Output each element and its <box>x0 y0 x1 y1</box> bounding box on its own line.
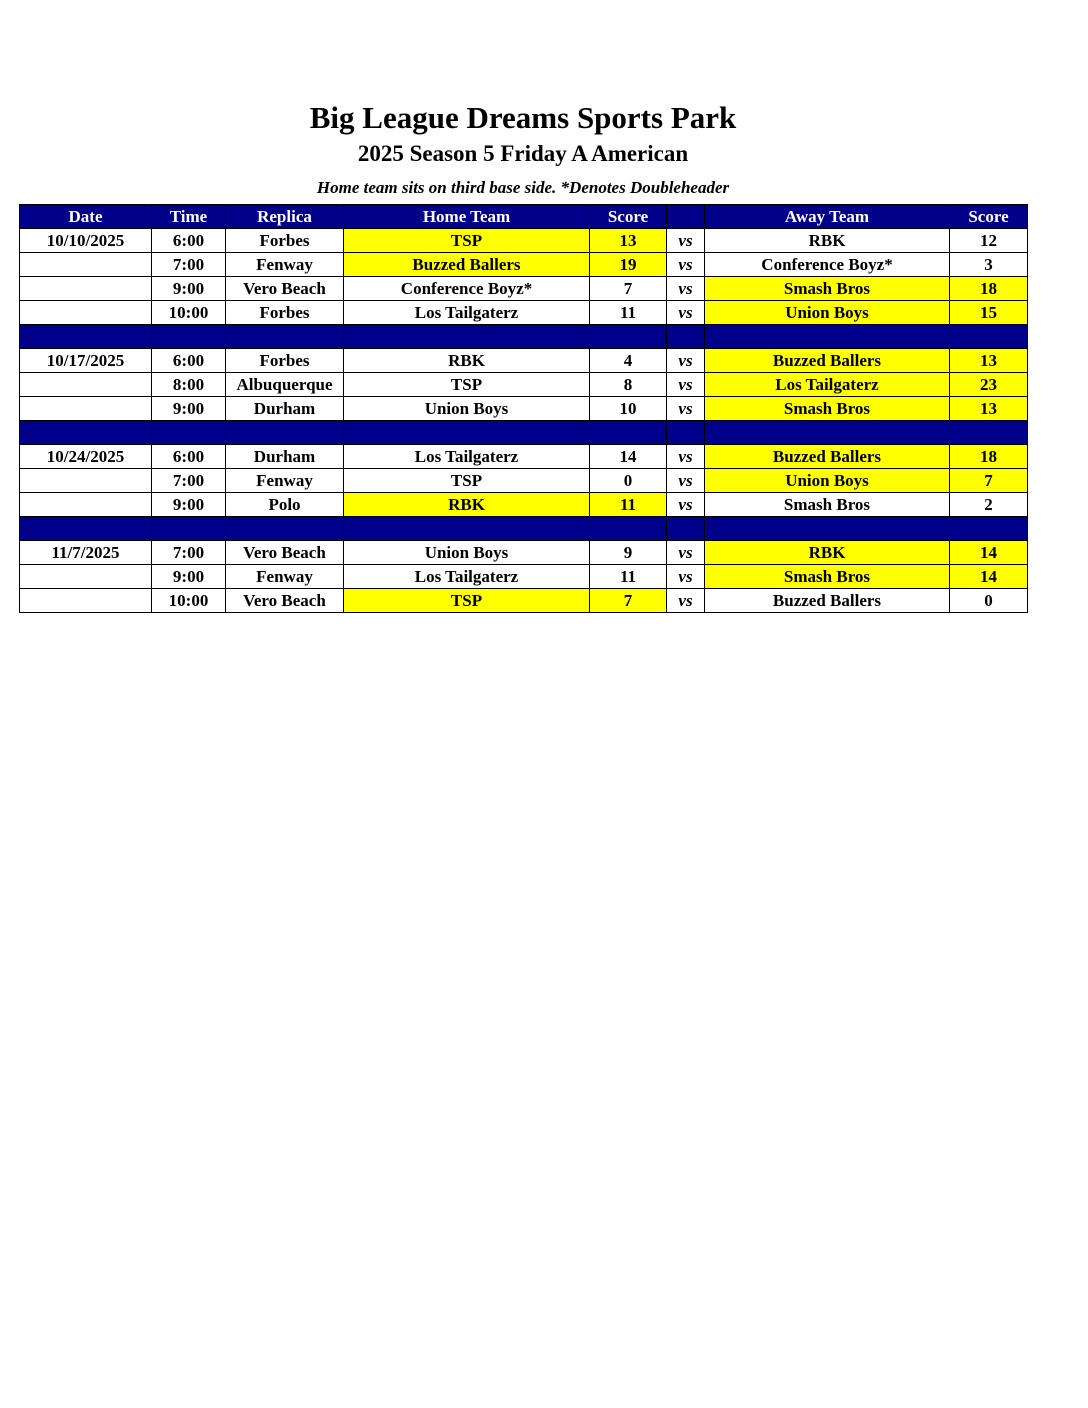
home-team-cell: Los Tailgaterz <box>344 301 590 325</box>
home-score-cell: 8 <box>590 373 667 397</box>
home-team-cell: Union Boys <box>344 541 590 565</box>
away-score-cell: 7 <box>950 469 1028 493</box>
away-team-cell: Los Tailgaterz <box>705 373 950 397</box>
replica-cell: Durham <box>226 397 344 421</box>
replica-cell: Polo <box>226 493 344 517</box>
separator-cell <box>950 325 1028 349</box>
schedule-body <box>20 229 1028 613</box>
vs-cell: vs <box>667 589 705 613</box>
away-score-cell: 13 <box>950 397 1028 421</box>
away-team-cell: RBK <box>705 229 950 253</box>
away-team-cell: Union Boys <box>705 301 950 325</box>
table-row <box>20 373 1028 397</box>
header-row <box>20 205 1028 229</box>
separator-cell <box>667 517 705 541</box>
vs-cell: vs <box>667 493 705 517</box>
away-team-cell: Buzzed Ballers <box>705 589 950 613</box>
separator-cell <box>590 421 667 445</box>
date-cell <box>20 565 152 589</box>
table-row <box>20 469 1028 493</box>
vs-cell: vs <box>667 469 705 493</box>
home-team-cell: Buzzed Ballers <box>344 253 590 277</box>
col-header-time: Time <box>152 205 226 229</box>
page-subtitle: 2025 Season 5 Friday A American <box>357 141 689 166</box>
date-cell <box>20 277 152 301</box>
date-cell <box>20 397 152 421</box>
time-cell: 7:00 <box>152 541 226 565</box>
time-cell: 9:00 <box>152 493 226 517</box>
separator-cell <box>226 325 344 349</box>
separator-cell <box>20 421 152 445</box>
home-team-cell: RBK <box>344 349 590 373</box>
vs-cell: vs <box>667 253 705 277</box>
replica-cell: Durham <box>226 445 344 469</box>
doubleheader-note: Home team sits on third base side. *Denotes Doubleheader <box>316 178 730 197</box>
date-cell <box>20 493 152 517</box>
vs-cell: vs <box>667 349 705 373</box>
vs-cell: vs <box>667 445 705 469</box>
separator-cell <box>705 517 950 541</box>
separator-cell <box>152 421 226 445</box>
vs-cell: vs <box>667 373 705 397</box>
time-cell: 6:00 <box>152 349 226 373</box>
home-score-cell: 19 <box>590 253 667 277</box>
replica-cell: Albuquerque <box>226 373 344 397</box>
table-row <box>20 229 1028 253</box>
away-score-cell: 14 <box>950 565 1028 589</box>
away-score-cell: 18 <box>950 277 1028 301</box>
away-score-cell: 18 <box>950 445 1028 469</box>
col-header-home-team: Home Team <box>344 205 590 229</box>
away-team-cell: Smash Bros <box>705 277 950 301</box>
replica-cell: Vero Beach <box>226 541 344 565</box>
replica-cell: Fenway <box>226 253 344 277</box>
table-row <box>20 445 1028 469</box>
page-title: Big League Dreams Sports Park <box>309 100 737 135</box>
away-team-cell: Smash Bros <box>705 565 950 589</box>
table-row <box>20 589 1028 613</box>
separator-row <box>20 421 1028 445</box>
date-cell: 10/24/2025 <box>20 445 152 469</box>
time-cell: 6:00 <box>152 445 226 469</box>
separator-cell <box>667 421 705 445</box>
separator-cell <box>344 517 590 541</box>
separator-cell <box>20 517 152 541</box>
table-row <box>20 541 1028 565</box>
separator-cell <box>705 421 950 445</box>
home-team-cell: TSP <box>344 469 590 493</box>
separator-cell <box>667 325 705 349</box>
vs-cell: vs <box>667 229 705 253</box>
time-cell: 7:00 <box>152 469 226 493</box>
separator-row <box>20 325 1028 349</box>
separator-cell <box>152 325 226 349</box>
separator-cell <box>950 421 1028 445</box>
time-cell: 9:00 <box>152 565 226 589</box>
time-cell: 9:00 <box>152 277 226 301</box>
time-cell: 10:00 <box>152 301 226 325</box>
separator-cell <box>152 517 226 541</box>
home-score-cell: 0 <box>590 469 667 493</box>
away-score-cell: 3 <box>950 253 1028 277</box>
replica-cell: Fenway <box>226 565 344 589</box>
date-cell: 10/10/2025 <box>20 229 152 253</box>
table-row <box>20 277 1028 301</box>
home-team-cell: TSP <box>344 229 590 253</box>
separator-cell <box>590 517 667 541</box>
vs-cell: vs <box>667 301 705 325</box>
col-header-home-score: Score <box>590 205 667 229</box>
replica-cell: Vero Beach <box>226 589 344 613</box>
home-score-cell: 7 <box>590 277 667 301</box>
replica-cell: Fenway <box>226 469 344 493</box>
date-cell <box>20 373 152 397</box>
date-cell <box>20 469 152 493</box>
home-score-cell: 10 <box>590 397 667 421</box>
date-cell: 10/17/2025 <box>20 349 152 373</box>
separator-row <box>20 517 1028 541</box>
table-row <box>20 493 1028 517</box>
home-team-cell: TSP <box>344 589 590 613</box>
separator-cell <box>344 421 590 445</box>
away-team-cell: Smash Bros <box>705 397 950 421</box>
home-team-cell: Conference Boyz* <box>344 277 590 301</box>
table-row <box>20 397 1028 421</box>
away-score-cell: 15 <box>950 301 1028 325</box>
col-header-away-score: Score <box>950 205 1028 229</box>
away-score-cell: 12 <box>950 229 1028 253</box>
table-row <box>20 301 1028 325</box>
separator-cell <box>226 421 344 445</box>
time-cell: 6:00 <box>152 229 226 253</box>
col-header-away-team: Away Team <box>705 205 950 229</box>
home-score-cell: 11 <box>590 565 667 589</box>
date-cell <box>20 253 152 277</box>
away-score-cell: 13 <box>950 349 1028 373</box>
separator-cell <box>226 517 344 541</box>
home-score-cell: 14 <box>590 445 667 469</box>
away-team-cell: Buzzed Ballers <box>705 445 950 469</box>
away-team-cell: Buzzed Ballers <box>705 349 950 373</box>
away-score-cell: 0 <box>950 589 1028 613</box>
home-score-cell: 13 <box>590 229 667 253</box>
separator-cell <box>590 325 667 349</box>
replica-cell: Forbes <box>226 301 344 325</box>
replica-cell: Forbes <box>226 349 344 373</box>
time-cell: 7:00 <box>152 253 226 277</box>
away-team-cell: Conference Boyz* <box>705 253 950 277</box>
away-team-cell: RBK <box>705 541 950 565</box>
home-score-cell: 11 <box>590 493 667 517</box>
home-team-cell: TSP <box>344 373 590 397</box>
replica-cell: Forbes <box>226 229 344 253</box>
col-header-replica: Replica <box>226 205 344 229</box>
away-score-cell: 14 <box>950 541 1028 565</box>
vs-cell: vs <box>667 277 705 301</box>
home-score-cell: 11 <box>590 301 667 325</box>
schedule-table <box>19 204 1028 613</box>
away-score-cell: 2 <box>950 493 1028 517</box>
separator-cell <box>950 517 1028 541</box>
away-team-cell: Union Boys <box>705 469 950 493</box>
home-score-cell: 9 <box>590 541 667 565</box>
vs-cell: vs <box>667 541 705 565</box>
time-cell: 10:00 <box>152 589 226 613</box>
home-team-cell: Los Tailgaterz <box>344 445 590 469</box>
date-cell <box>20 301 152 325</box>
away-team-cell: Smash Bros <box>705 493 950 517</box>
time-cell: 8:00 <box>152 373 226 397</box>
replica-cell: Vero Beach <box>226 277 344 301</box>
separator-cell <box>20 325 152 349</box>
col-header-date: Date <box>20 205 152 229</box>
home-score-cell: 7 <box>590 589 667 613</box>
table-row <box>20 253 1028 277</box>
table-row <box>20 349 1028 373</box>
vs-cell: vs <box>667 565 705 589</box>
vs-cell: vs <box>667 397 705 421</box>
separator-cell <box>344 325 590 349</box>
separator-cell <box>705 325 950 349</box>
home-score-cell: 4 <box>590 349 667 373</box>
home-team-cell: Los Tailgaterz <box>344 565 590 589</box>
date-cell: 11/7/2025 <box>20 541 152 565</box>
table-row <box>20 565 1028 589</box>
home-team-cell: Union Boys <box>344 397 590 421</box>
col-header-vs <box>667 205 705 229</box>
date-cell <box>20 589 152 613</box>
home-team-cell: RBK <box>344 493 590 517</box>
away-score-cell: 23 <box>950 373 1028 397</box>
time-cell: 9:00 <box>152 397 226 421</box>
